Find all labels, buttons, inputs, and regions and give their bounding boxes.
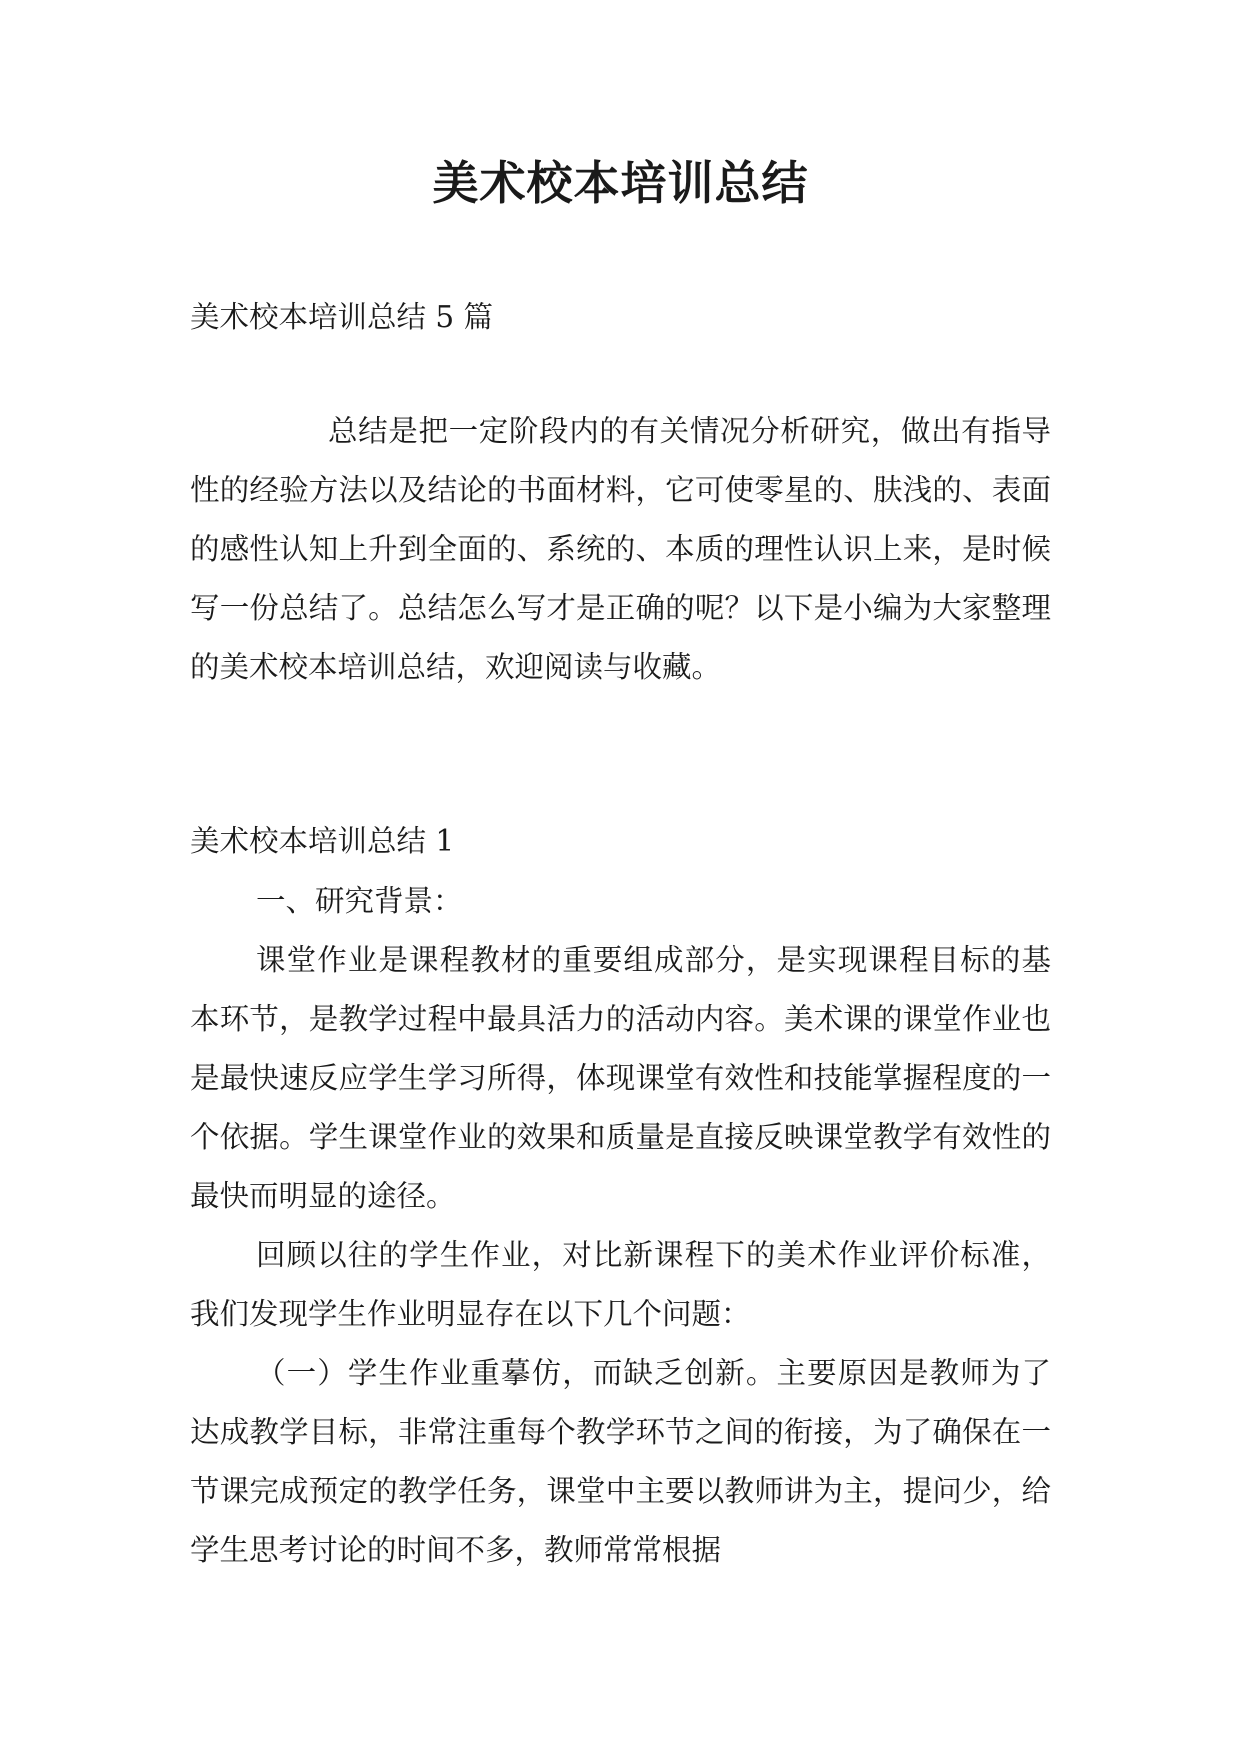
document-title: 美术校本培训总结 <box>432 156 809 210</box>
document-subtitle: 美术校本培训总结 5 篇 <box>190 300 494 334</box>
research-background-heading: 一、研究背景： <box>256 884 463 918</box>
section-body <box>190 872 1051 1580</box>
body-paragraph: （一）学生作业重摹仿，而缺乏创新。主要原因是教师为了达成教学目标，非常注重每个教学环节之间的衔接，为了确保在一节课完成预定的教学任务，课堂中主要以教师讲为主，提问少，给学生思考讨论的时间不多，教师常常根据 <box>190 1356 1051 1567</box>
body-paragraph: 课堂作业是课程教材的重要组成部分，是实现课程目标的基本环节，是教学过程中最具活力的活动内容。美术课的课堂作业也是最快速反应学生学习所得，体现课堂有效性和技能掌握程度的一个依据。学生课堂作业的效果和质量是直接反映课堂教学有效性的最快而明显的途径。 <box>190 943 1051 1213</box>
intro-paragraph: 总结是把一定阶段内的有关情况分析研究，做出有指导性的经验方法以及结论的书面材料，它可使零星的、肤浅的、表面的感性认知上升到全面的、系统的、本质的理性认识上来，是时候写一份总结了。总结怎么写才是正确的呢？以下是小编为大家整理的美术校本培训总结，欢迎阅读与收藏。 <box>190 414 1051 684</box>
body-paragraph: 回顾以往的学生作业，对比新课程下的美术作业评价标准，我们发现学生作业明显存在以下几个问题： <box>190 1238 1051 1331</box>
section-heading: 美术校本培训总结 1 <box>190 824 455 858</box>
